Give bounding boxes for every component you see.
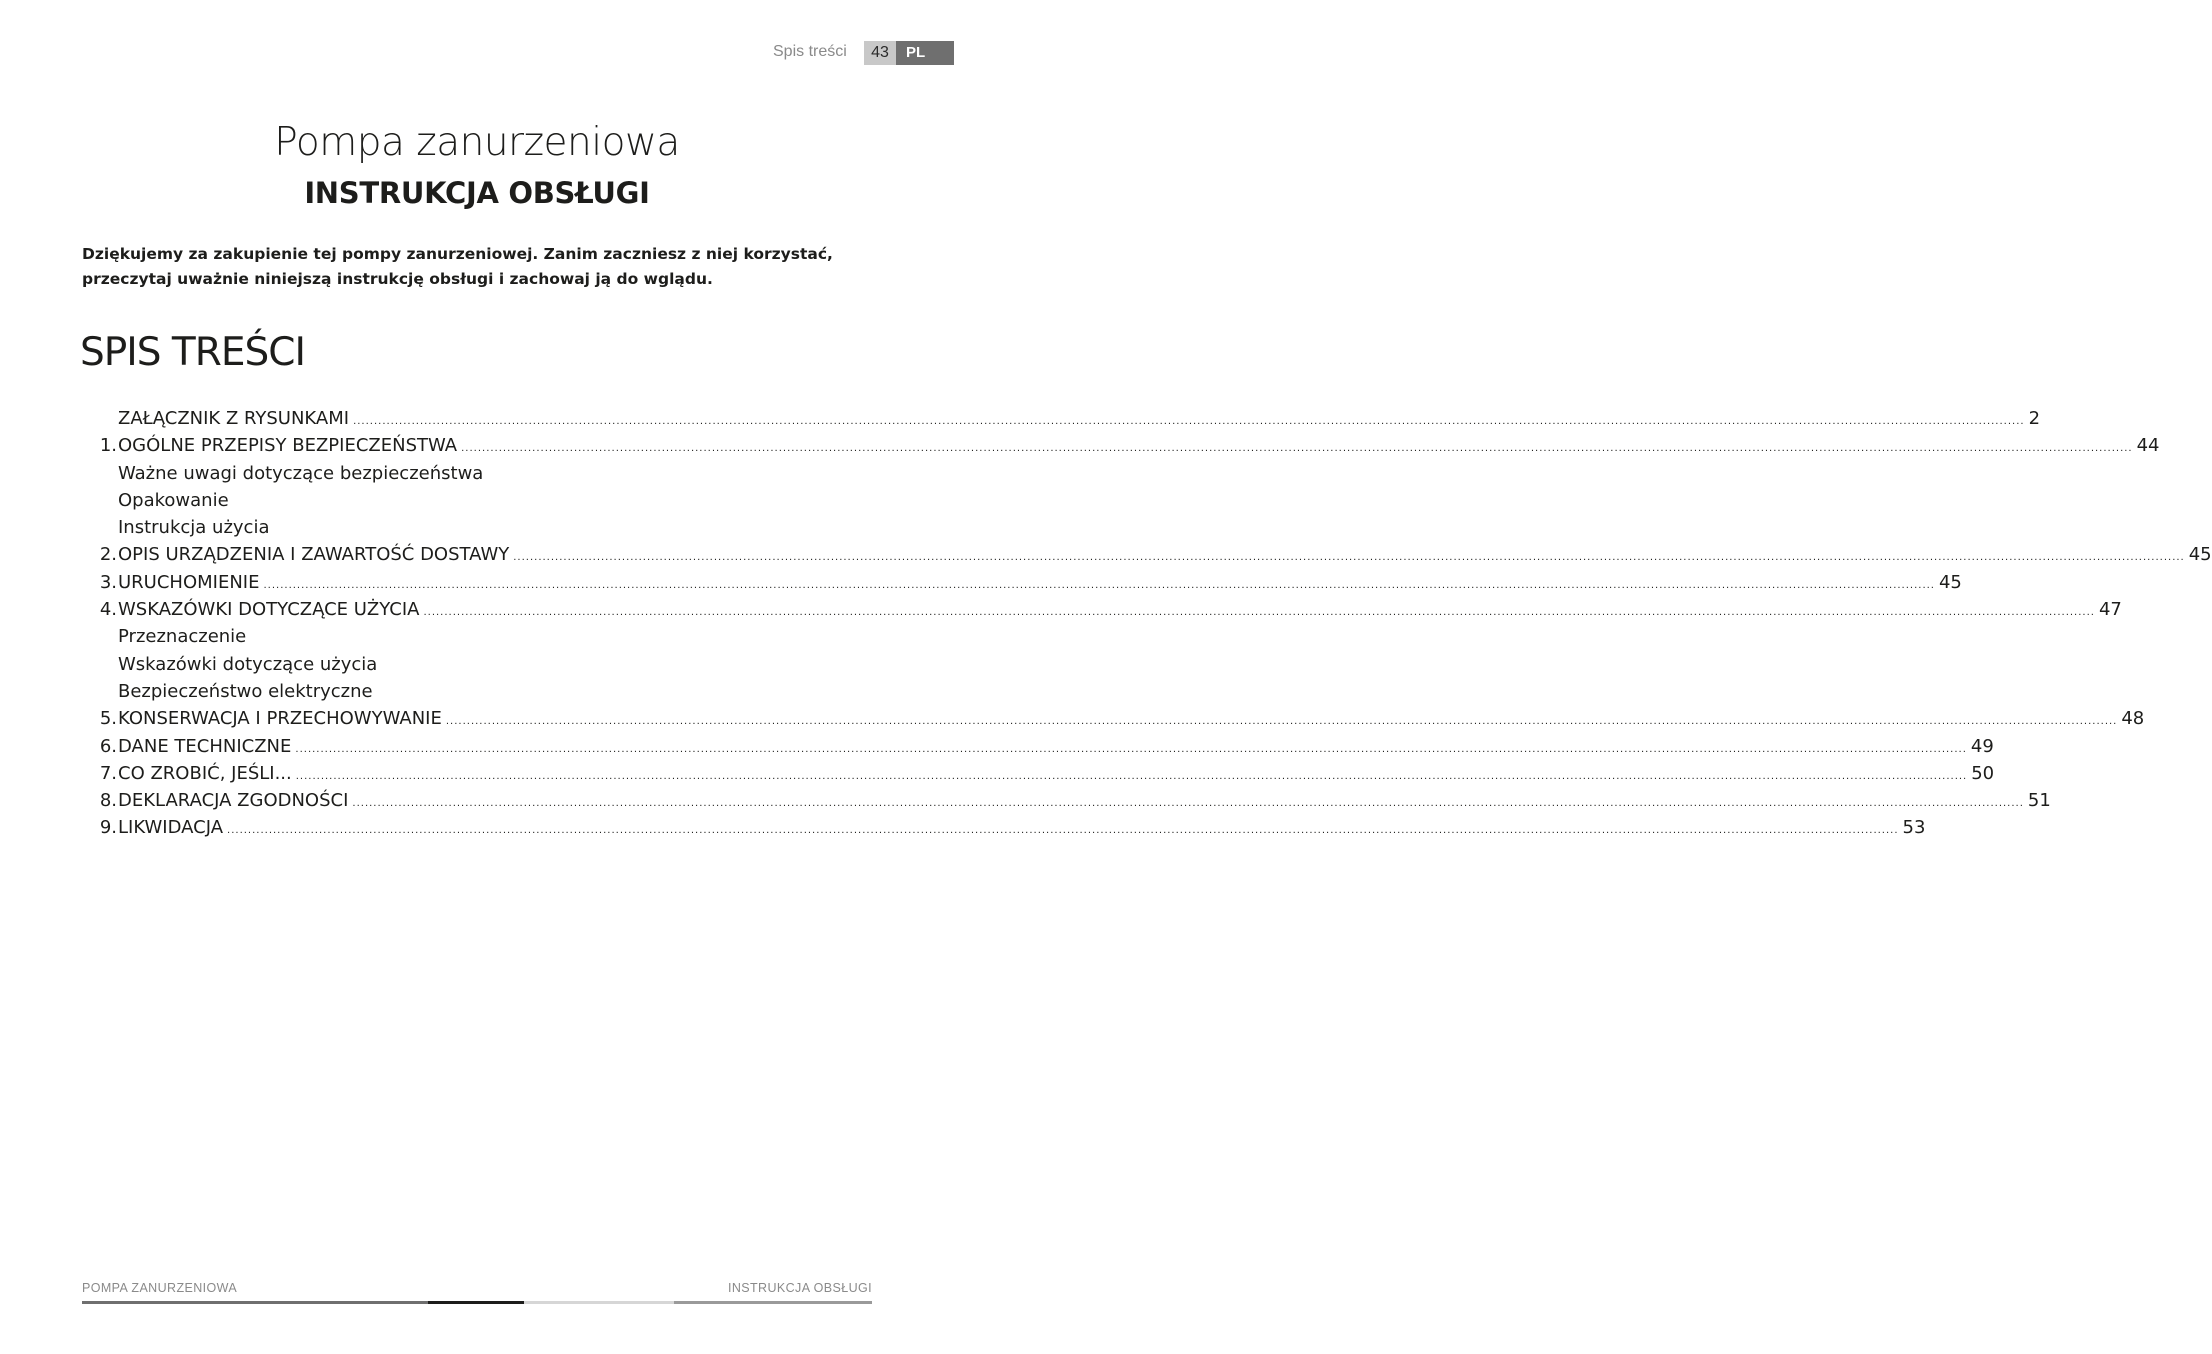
toc-dot-leader: ................................................................................................................................................................................................................................................................................................................................................................................................................ xyxy=(353,416,2025,427)
toc-entry-number: 9. xyxy=(99,817,117,839)
toc-entry-page: 44 xyxy=(2136,435,2160,457)
footer-bar-segment xyxy=(524,1301,674,1304)
toc-subentry[interactable] xyxy=(82,487,872,514)
toc-entry-page: 48 xyxy=(2121,708,2145,730)
toc-entry-label: CO ZROBIĆ, JEŚLI... xyxy=(118,762,292,784)
footer-document-type: INSTRUKCJA OBSŁUGI xyxy=(727,1281,872,1295)
toc-dot-leader: ................................................................................................................................................................................................................................................................................................................................................................................................................ xyxy=(227,825,1899,837)
toc-dot-leader: ................................................................................................................................................................................................................................................................................................................................................................................................................ xyxy=(352,798,2024,810)
toc-entry[interactable] xyxy=(82,760,1995,787)
toc-entry-number: 2. xyxy=(99,544,117,566)
toc-entry-label: URUCHOMIENIE xyxy=(118,571,260,593)
toc-entry[interactable] xyxy=(82,705,2145,732)
table-of-contents xyxy=(82,405,2212,842)
toc-entry-label: Opakowanie xyxy=(118,489,229,511)
toc-entry[interactable] xyxy=(82,569,1962,596)
toc-subentry[interactable] xyxy=(82,651,872,678)
page-number-badge: 43 xyxy=(864,41,896,65)
toc-entry-label: Bezpieczeństwo elektryczne xyxy=(118,680,373,702)
toc-entry-page: 45 xyxy=(2188,544,2212,566)
toc-subentry[interactable] xyxy=(82,460,872,487)
toc-entry[interactable] xyxy=(82,814,1926,841)
toc-entry[interactable] xyxy=(82,432,2160,459)
toc-entry-page: 47 xyxy=(2098,599,2122,621)
toc-entry-page: 45 xyxy=(1938,571,1962,593)
document-title: Pompa zanurzeniowa xyxy=(274,120,680,165)
language-badge: PL xyxy=(896,41,954,65)
toc-entry-label: Ważne uwagi dotyczące bezpieczeństwa xyxy=(118,462,484,484)
toc-entry-number: 6. xyxy=(99,735,117,757)
toc-subentry[interactable] xyxy=(82,623,872,650)
header-section-title: Spis treści xyxy=(773,43,847,60)
toc-entry-number: 5. xyxy=(99,708,117,730)
toc-entry-number: 3. xyxy=(99,571,117,593)
toc-entry-label: OPIS URZĄDZENIA I ZAWARTOŚĆ DOSTAWY xyxy=(118,544,510,566)
toc-entry-label: Instrukcja użycia xyxy=(118,517,270,539)
intro-line: Dziękujemy za zakupienie tej pompy zanurzeniowej. Zanim zaczniesz z niej korzystać, xyxy=(82,245,833,263)
toc-dot-leader: ................................................................................................................................................................................................................................................................................................................................................................................................................ xyxy=(295,770,1968,782)
toc-entry-page: 2 xyxy=(2028,408,2041,429)
toc-dot-leader: ................................................................................................................................................................................................................................................................................................................................................................................................................ xyxy=(423,607,2095,619)
toc-entry-number: 8. xyxy=(99,790,117,812)
intro-paragraph xyxy=(82,242,882,292)
toc-dot-leader: ................................................................................................................................................................................................................................................................................................................................................................................................................ xyxy=(461,443,2133,455)
toc-entry-label: DANE TECHNICZNE xyxy=(118,735,292,757)
toc-entry-label: Przeznaczenie xyxy=(118,626,247,648)
intro-line: przeczytaj uważnie niniejszą instrukcję obsługi i zachowaj ją do wglądu. xyxy=(82,270,713,288)
toc-subentry[interactable] xyxy=(82,678,872,705)
toc-entry[interactable] xyxy=(82,733,1994,760)
toc-entry-number: 4. xyxy=(99,599,117,621)
toc-heading: SPIS TREŚCI xyxy=(80,330,305,375)
toc-subentry[interactable] xyxy=(82,514,872,541)
toc-entry[interactable] xyxy=(82,405,2041,432)
toc-entry-label: ZAŁĄCZNIK Z RYSUNKAMI xyxy=(118,408,350,429)
toc-entry-number: 7. xyxy=(99,762,117,784)
toc-entry-number: 1. xyxy=(99,435,117,457)
toc-entry-page: 50 xyxy=(1971,762,1995,784)
toc-entry-label: KONSERWACJA I PRZECHOWYWANIE xyxy=(118,708,442,730)
footer-bar-segment xyxy=(428,1301,524,1304)
footer-product-name: POMPA ZANURZENIOWA xyxy=(82,1281,238,1295)
toc-dot-leader: ................................................................................................................................................................................................................................................................................................................................................................................................................ xyxy=(263,579,1935,591)
toc-dot-leader: ................................................................................................................................................................................................................................................................................................................................................................................................................ xyxy=(513,552,2185,564)
toc-entry[interactable] xyxy=(82,541,2212,568)
toc-entry-label: DEKLARACJA ZGODNOŚCI xyxy=(118,790,349,812)
toc-entry-page: 53 xyxy=(1902,817,1926,839)
toc-entry-label: WSKAZÓWKI DOTYCZĄCE UŻYCIA xyxy=(118,599,420,621)
footer-bar-segment xyxy=(82,1301,428,1304)
toc-entry-page: 49 xyxy=(1970,735,1994,757)
toc-entry-page: 51 xyxy=(2027,790,2051,812)
footer-bar-segment xyxy=(674,1301,872,1304)
toc-entry[interactable] xyxy=(82,596,2122,623)
toc-entry-label: LIKWIDACJA xyxy=(118,817,224,839)
toc-dot-leader: ................................................................................................................................................................................................................................................................................................................................................................................................................ xyxy=(295,743,1967,755)
toc-entry[interactable] xyxy=(82,787,2051,814)
document-subtitle: INSTRUKCJA OBSŁUGI xyxy=(304,176,650,210)
toc-entry-label: Wskazówki dotyczące użycia xyxy=(118,653,378,675)
toc-dot-leader: ................................................................................................................................................................................................................................................................................................................................................................................................................ xyxy=(445,716,2118,728)
toc-entry-label: OGÓLNE PRZEPISY BEZPIECZEŃSTWA xyxy=(118,435,458,457)
